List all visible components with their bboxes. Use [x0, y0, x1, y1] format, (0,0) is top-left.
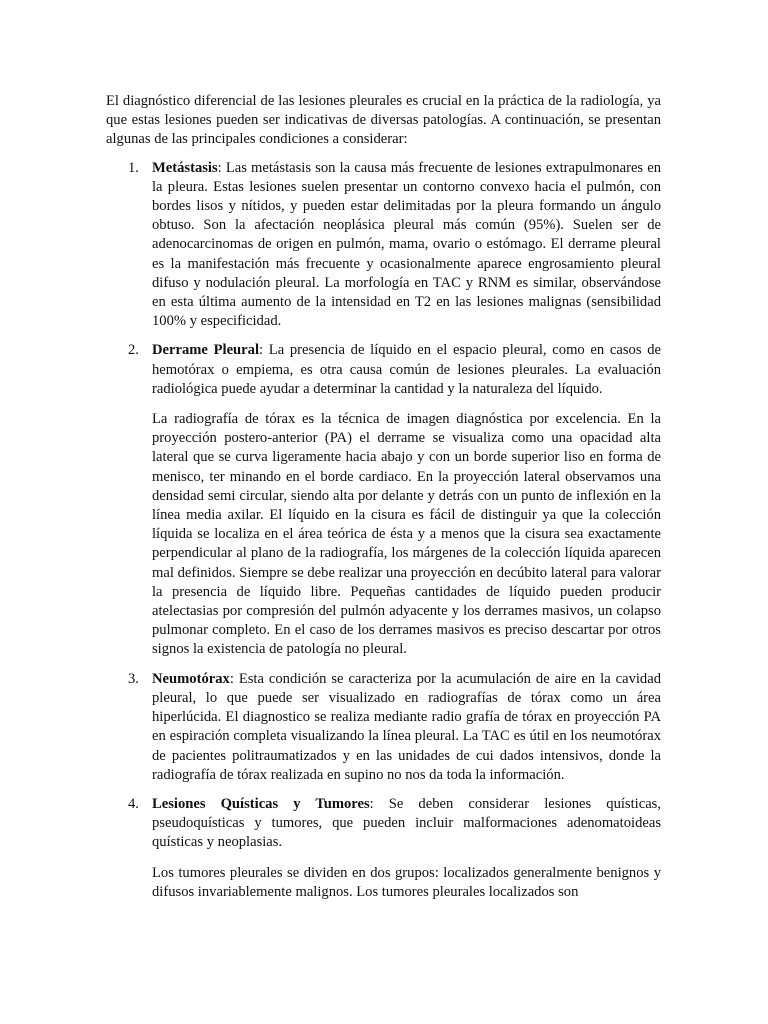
item-text: : La presencia de líquido en el espacio pleural, como en casos de hemotórax o empiema, es otra causa común de lesiones pleurales. La evaluación radiológica puede ayudar a determinar la cantidad y la naturaleza del líquido.	[152, 342, 662, 397]
list-item-metastasis	[106, 159, 661, 332]
item-term: Neumotórax	[152, 670, 230, 687]
item-paragraph	[152, 795, 661, 853]
list-number: 2.	[128, 342, 139, 359]
item-paragraph	[152, 670, 661, 785]
document-page	[106, 92, 661, 912]
item-term: Metástasis	[152, 159, 218, 176]
list-number: 4.	[128, 795, 139, 812]
intro-paragraph: El diagnóstico diferencial de las lesiones pleurales es crucial en la práctica de la radiología, ya que estas lesiones pueden ser indicativas de diversas patologías. A continuación, se presentan algunas de las principales condiciones a considerar:	[106, 93, 661, 148]
item-term: Lesiones Quísticas y Tumores	[152, 795, 370, 812]
item-paragraph	[152, 159, 661, 332]
list-item-pneumothorax	[106, 670, 661, 785]
conditions-list	[106, 159, 661, 902]
list-number: 3.	[128, 670, 139, 687]
item-extra-paragraph: Los tumores pleurales se dividen en dos grupos: localizados generalmente benignos y difusos invariablemente malignos. Los tumores pleurales localizados son	[152, 864, 661, 900]
item-text: : Esta condición se caracteriza por la acumulación de aire en la cavidad pleural, lo que puede ser visualizado en radiografías de tórax como un área hiperlúcida. El diagnostico se realiza mediante radio grafía de tórax en proyección PA en espiración completa visualizando la línea pleural. La TAC es útil en los neumotórax de pacientes politraumatizados y en las unidades de cui dados intensivos, donde la radiografía de tórax realizada en supino no nos da toda la información.	[152, 670, 661, 783]
item-text: : Se deben considerar lesiones quísticas, pseudoquísticas y tumores, que pueden incluir malformaciones adenomatoideas quísticas y neoplasias.	[152, 795, 661, 851]
item-text: : Las metástasis son la causa más frecuente de lesiones extrapulmonares en la pleura. Estas lesiones suelen presentar un contorno convexo hacia el pulmón, con bordes lisos y nítidos, y pueden estar delimitadas por la pleura formando un ángulo obtuso. Son la afectación neoplásica pleural más común (95%). Suelen ser de adenocarcinomas de origen en pulmón, mama, ovario o estómago. El derrame pleural es la manifestación más frecuente y ocasionalmente aparece engrosamiento pleural difuso y nodulación pleural. La morfología en TAC y RNM es similar, observándose en esta última aumento de la intensidad en T2 en las lesiones malignas (sensibilidad 100% y especificidad.	[152, 159, 661, 330]
item-paragraph	[152, 341, 661, 399]
list-item-pleural-effusion	[106, 341, 661, 659]
item-term: Derrame Pleural	[152, 342, 260, 359]
list-number: 1.	[128, 159, 139, 176]
item-extra-paragraph: La radiografía de tórax es la técnica de imagen diagnóstica por excelencia. En la proyección postero-anterior (PA) el derrame se visualiza como una opacidad alta lateral que se curva ligeramente hacia abajo y con un borde superior liso en forma de menisco, ter minando en el borde cardiaco. En la proyección lateral observamos una densidad semi circular, siendo alta por delante y detrás con un punto de inflexión en la línea media axilar. El líquido en la cisura es fácil de distinguir ya que la colección líquida se localiza en el área teórica de ésta y a menos que la cisura sea exactamente perpendicular al plano de la radiografía, los márgenes de la colección líquida aparecen mal definidos. Siempre se debe realizar una proyección en decúbito lateral para valorar la presencia de líquido libre. Pequeñas cantidades de líquido pueden producir atelectasias por compresión del pulmón adyacente y los derrames masivos, un colapso pulmonar completo. En el caso de los derrames masivos es preciso descartar por otros signos la existencia de patología no pleural.	[152, 411, 661, 658]
list-item-cystic-lesions	[106, 795, 661, 902]
